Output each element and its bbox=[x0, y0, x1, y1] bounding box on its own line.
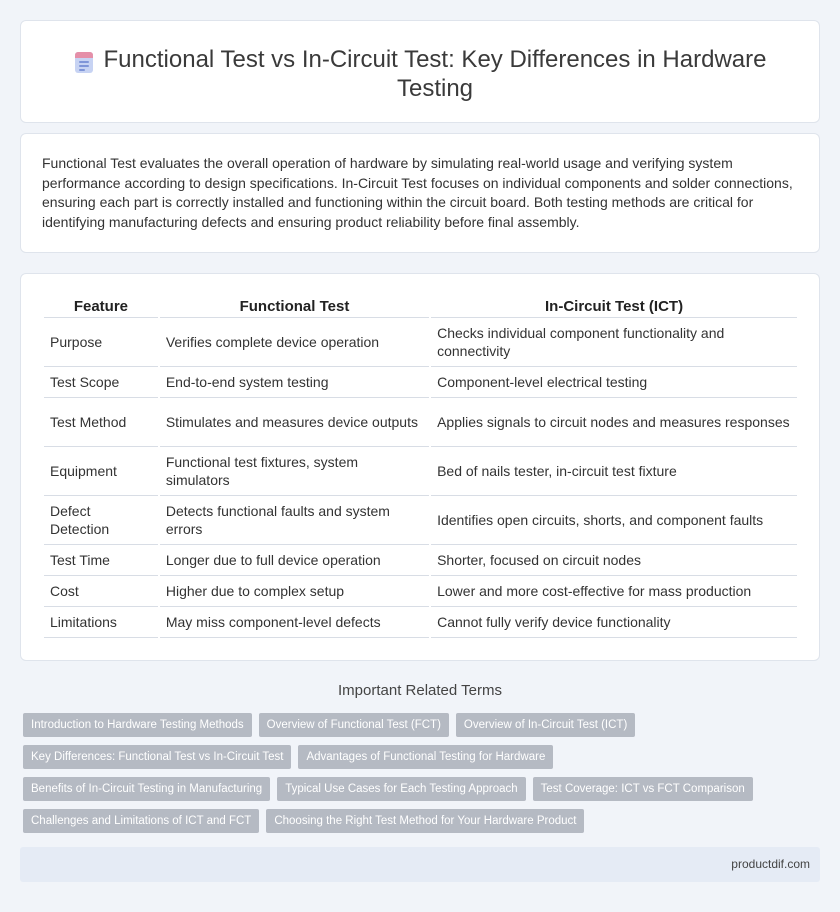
functional-cell: Verifies complete device operation bbox=[160, 318, 429, 367]
related-term-tag[interactable]: Test Coverage: ICT vs FCT Comparison bbox=[533, 777, 753, 801]
tag-row bbox=[23, 777, 803, 801]
related-term-tag[interactable]: Introduction to Hardware Testing Methods bbox=[23, 713, 252, 737]
table-row bbox=[44, 545, 797, 576]
feature-cell: Test Method bbox=[44, 398, 158, 447]
ict-cell: Shorter, focused on circuit nodes bbox=[431, 545, 797, 576]
related-term-tag[interactable]: Typical Use Cases for Each Testing Approach bbox=[277, 777, 525, 801]
comparison-table-card bbox=[20, 273, 820, 661]
table-row bbox=[44, 607, 797, 638]
functional-cell: End-to-end system testing bbox=[160, 367, 429, 398]
ict-cell: Applies signals to circuit nodes and measures responses bbox=[431, 398, 797, 447]
related-term-tag[interactable]: Advantages of Functional Testing for Hardware bbox=[298, 745, 553, 769]
tag-row bbox=[23, 713, 803, 737]
related-term-tag[interactable]: Benefits of In-Circuit Testing in Manufacturing bbox=[23, 777, 270, 801]
related-term-tag[interactable]: Overview of In-Circuit Test (ICT) bbox=[456, 713, 635, 737]
functional-cell: Higher due to complex setup bbox=[160, 576, 429, 607]
feature-cell: Purpose bbox=[44, 318, 158, 367]
feature-cell: Test Time bbox=[44, 545, 158, 576]
ict-cell: Component-level electrical testing bbox=[431, 367, 797, 398]
functional-cell: Stimulates and measures device outputs bbox=[160, 398, 429, 447]
table-row bbox=[44, 318, 797, 367]
related-terms-heading: Important Related Terms bbox=[338, 682, 502, 699]
tag-row bbox=[23, 745, 803, 769]
functional-cell: Longer due to full device operation bbox=[160, 545, 429, 576]
functional-cell: Detects functional faults and system errors bbox=[160, 496, 429, 545]
feature-cell: Limitations bbox=[44, 607, 158, 638]
intro-card bbox=[20, 133, 820, 253]
table-row bbox=[44, 447, 797, 496]
table-header-row bbox=[44, 294, 797, 318]
footer-site-link[interactable]: productdif.com bbox=[731, 857, 810, 871]
related-term-tag[interactable]: Key Differences: Functional Test vs In-Circuit Test bbox=[23, 745, 291, 769]
header-feature: Feature bbox=[44, 294, 158, 318]
related-terms-tags bbox=[23, 713, 803, 841]
ict-cell: Bed of nails tester, in-circuit test fixture bbox=[431, 447, 797, 496]
ict-cell: Lower and more cost-effective for mass production bbox=[431, 576, 797, 607]
related-term-tag[interactable]: Overview of Functional Test (FCT) bbox=[259, 713, 449, 737]
related-term-tag[interactable]: Challenges and Limitations of ICT and FCT bbox=[23, 809, 259, 833]
functional-cell: Functional test fixtures, system simulators bbox=[160, 447, 429, 496]
functional-cell: May miss component-level defects bbox=[160, 607, 429, 638]
feature-cell: Equipment bbox=[44, 447, 158, 496]
tag-row bbox=[23, 809, 803, 833]
ict-cell: Checks individual component functionality and connectivity bbox=[431, 318, 797, 367]
related-term-tag[interactable]: Choosing the Right Test Method for Your Hardware Product bbox=[266, 809, 584, 833]
page-title: Functional Test vs In-Circuit Test: Key Differences in Hardware Testing bbox=[103, 46, 767, 102]
header-functional-test: Functional Test bbox=[160, 294, 429, 318]
ict-cell: Identifies open circuits, shorts, and component faults bbox=[431, 496, 797, 545]
footer bbox=[20, 847, 820, 882]
feature-cell: Cost bbox=[44, 576, 158, 607]
intro-paragraph: Functional Test evaluates the overall operation of hardware by simulating real-world usage and verifying system performance according to design specifications. In-Circuit Test focuses on individual components and solder connections, ensuring each part is correctly installed and functioning within the circuit board. Both testing methods are critical for identifying manufacturing defects and ensuring product reliability before final assembly. bbox=[42, 155, 793, 230]
ict-cell: Cannot fully verify device functionality bbox=[431, 607, 797, 638]
feature-cell: Test Scope bbox=[44, 367, 158, 398]
header-in-circuit-test: In-Circuit Test (ICT) bbox=[431, 294, 797, 318]
table-row bbox=[44, 576, 797, 607]
title-card bbox=[20, 20, 820, 123]
table-row bbox=[44, 398, 797, 447]
table-row bbox=[44, 496, 797, 545]
table-row bbox=[44, 367, 797, 398]
feature-cell: Defect Detection bbox=[44, 496, 158, 545]
comparison-table bbox=[42, 294, 799, 638]
